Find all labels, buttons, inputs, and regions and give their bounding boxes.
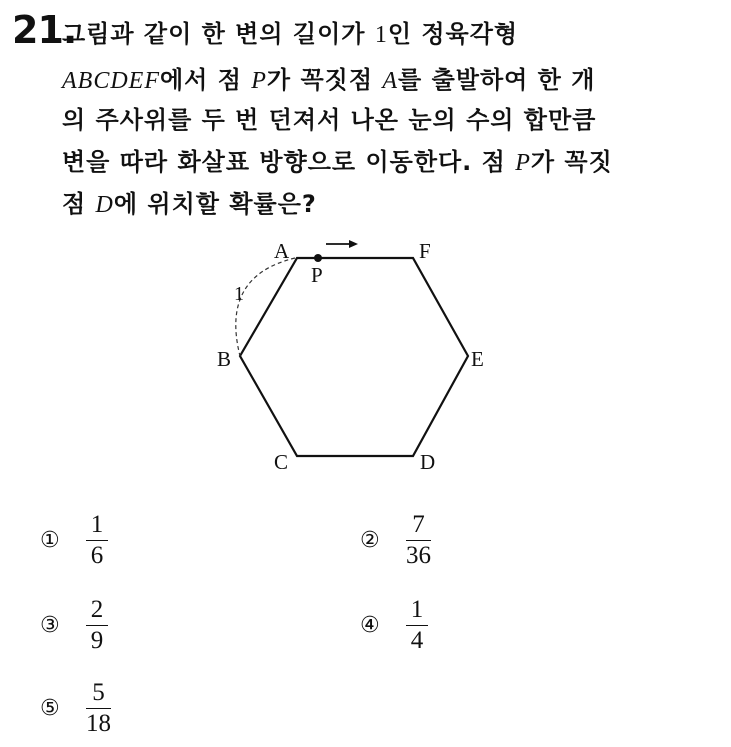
question-text-segment: 1 bbox=[374, 22, 388, 48]
choice-fraction bbox=[86, 678, 111, 739]
math-symbol: D bbox=[95, 192, 114, 218]
point-p-label: P bbox=[311, 263, 323, 287]
choice-2[interactable] bbox=[360, 510, 431, 571]
question-text-segment: 를 출발하여 한 개 bbox=[398, 66, 596, 94]
question-text-segment: 변을 따라 화살표 방향으로 이동한다. 점 bbox=[62, 148, 516, 176]
question-text-segment: 점 bbox=[62, 190, 96, 218]
question-line bbox=[62, 14, 518, 49]
choice-marker: ④ bbox=[360, 613, 380, 638]
fraction-numerator: 7 bbox=[412, 511, 425, 538]
fraction-denominator: 6 bbox=[90, 542, 104, 569]
math-symbol: ABCDEF bbox=[62, 68, 160, 94]
fraction-denominator: 4 bbox=[410, 627, 424, 654]
choice-marker: ③ bbox=[40, 613, 60, 638]
choice-fraction bbox=[406, 510, 431, 571]
vertex-label-c: C bbox=[274, 450, 289, 474]
choice-marker: ② bbox=[360, 528, 380, 553]
question-text-segment: 가 꼭짓 bbox=[530, 148, 613, 176]
math-symbol: P bbox=[251, 68, 267, 94]
choice-marker: ① bbox=[40, 528, 60, 553]
hexagon-figure bbox=[200, 228, 510, 478]
fraction-denominator: 9 bbox=[90, 627, 104, 654]
math-symbol: P bbox=[515, 150, 531, 176]
fraction-numerator: 2 bbox=[90, 596, 104, 623]
question-line bbox=[62, 184, 317, 219]
question-line bbox=[62, 142, 613, 177]
hexagon-shape bbox=[240, 258, 468, 456]
question-text-segment: 에서 점 bbox=[159, 66, 252, 94]
choice-fraction bbox=[86, 510, 108, 571]
question-line bbox=[62, 60, 595, 95]
question-number: 21. bbox=[12, 8, 77, 52]
question-text-segment: 인 정육각형 bbox=[387, 20, 519, 48]
fraction-numerator: 1 bbox=[90, 511, 104, 538]
direction-arrow-icon bbox=[326, 240, 358, 248]
question-text-segment: 에 위치할 확률은? bbox=[113, 190, 317, 218]
fraction-denominator: 36 bbox=[406, 542, 431, 569]
question-text-segment: 가 꼭짓점 bbox=[266, 66, 383, 94]
side-length-arc bbox=[236, 258, 295, 356]
vertex-label-e: E bbox=[471, 347, 484, 371]
question-text-segment: 그림과 같이 한 변의 길이가 bbox=[62, 20, 375, 48]
vertex-label-b: B bbox=[217, 347, 232, 371]
math-symbol: A bbox=[382, 68, 399, 94]
choice-fraction bbox=[86, 595, 108, 656]
choice-3[interactable] bbox=[40, 595, 108, 656]
side-length-label: 1 bbox=[234, 283, 244, 305]
question-text-segment: 의 주사위를 두 번 던져서 나온 눈의 수의 합만큼 bbox=[62, 106, 597, 134]
fraction-denominator: 18 bbox=[86, 710, 111, 737]
choice-5[interactable] bbox=[40, 678, 111, 739]
vertex-label-d: D bbox=[420, 450, 436, 474]
question-line bbox=[62, 100, 596, 135]
choice-1[interactable] bbox=[40, 510, 108, 571]
choice-marker: ⑤ bbox=[40, 696, 60, 721]
fraction-numerator: 5 bbox=[92, 679, 105, 706]
vertex-label-a: A bbox=[274, 239, 290, 263]
point-p-dot bbox=[314, 254, 322, 262]
choice-4[interactable] bbox=[360, 595, 428, 656]
fraction-numerator: 1 bbox=[410, 596, 424, 623]
choice-fraction bbox=[406, 595, 428, 656]
vertex-label-f: F bbox=[419, 239, 431, 263]
